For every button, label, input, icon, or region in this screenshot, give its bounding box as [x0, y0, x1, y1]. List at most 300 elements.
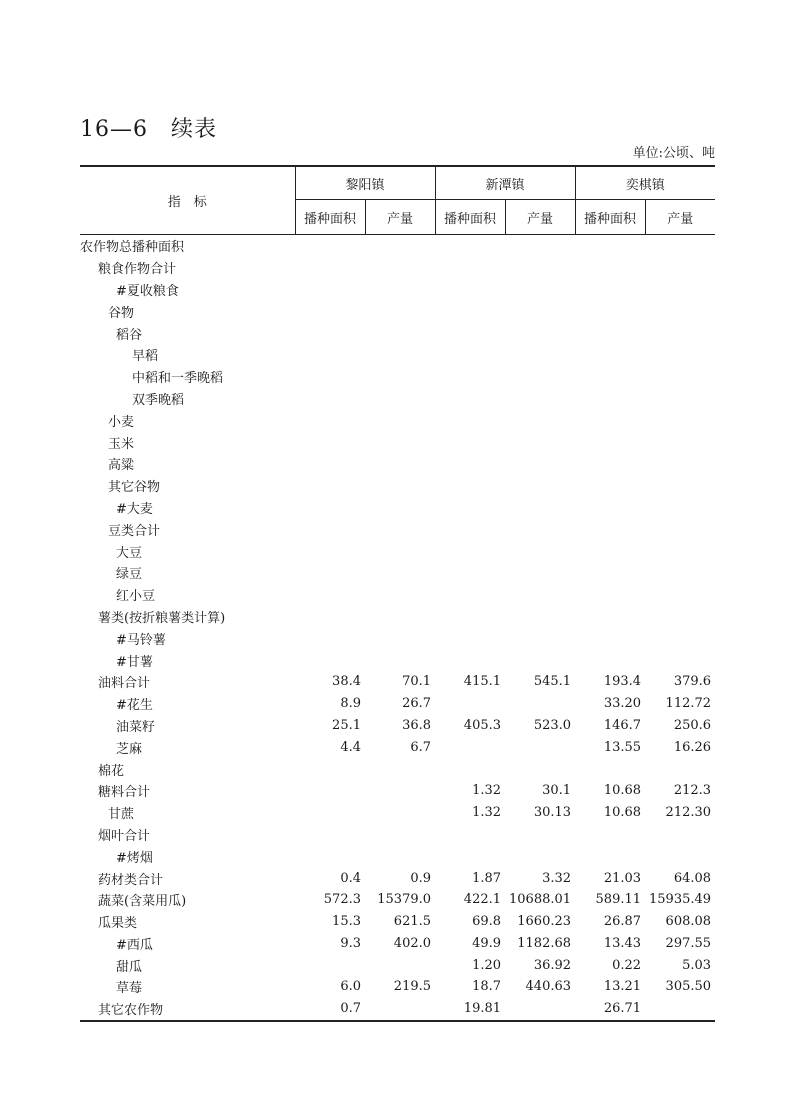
area-value-cell — [435, 758, 505, 780]
output-value-cell — [365, 649, 435, 671]
row-label: 药材类合计 — [98, 872, 164, 888]
output-value-cell: 112.72 — [665, 696, 712, 712]
table-row — [80, 976, 715, 998]
row-label-cell — [80, 366, 295, 388]
row-label-cell — [80, 954, 295, 976]
output-value-cell: 250.6 — [673, 717, 712, 733]
table-row — [80, 998, 715, 1021]
area-value-cell: 1.87 — [472, 870, 502, 886]
output-value-cell — [365, 344, 435, 366]
row-label: #西瓜 — [116, 937, 153, 953]
area-value-cell — [295, 300, 365, 322]
area-value-cell — [295, 235, 365, 257]
row-label: 大豆 — [116, 545, 143, 561]
output-value-cell: 15379.0 — [377, 892, 432, 908]
output-value-cell — [645, 824, 715, 846]
output-value-cell: 36.92 — [533, 957, 572, 973]
area-value-cell — [295, 584, 365, 606]
output-value-cell — [365, 606, 435, 628]
row-label: 双季晚稻 — [132, 392, 185, 408]
output-value-cell: 305.50 — [665, 979, 712, 995]
area-value-cell — [295, 475, 365, 497]
table-row — [80, 344, 715, 366]
output-value-cell — [645, 235, 715, 257]
table-row — [80, 562, 715, 584]
area-value-cell: 21.03 — [603, 870, 642, 886]
output-value-cell — [365, 388, 435, 410]
output-value-cell — [645, 518, 715, 540]
table-row — [80, 736, 715, 758]
row-label: 玉米 — [108, 436, 135, 452]
output-value-cell — [505, 562, 575, 584]
table-row — [80, 584, 715, 606]
output-value-cell — [645, 257, 715, 279]
area-value-cell: 26.71 — [575, 998, 645, 1021]
row-label: 稻谷 — [116, 327, 143, 343]
output-value-cell — [505, 758, 575, 780]
area-value-cell: 8.9 — [340, 696, 361, 712]
area-value-cell — [575, 279, 645, 301]
area-value-cell — [435, 562, 505, 584]
row-label-cell — [80, 911, 295, 933]
area-value-cell — [435, 279, 505, 301]
area-value-cell — [575, 475, 645, 497]
area-value-cell — [435, 497, 505, 519]
table-row — [80, 649, 715, 671]
table-row — [80, 366, 715, 388]
output-value-cell — [645, 627, 715, 649]
output-value-cell — [505, 606, 575, 628]
subheader-output: 产量 — [505, 200, 575, 235]
area-value-cell — [575, 649, 645, 671]
output-value-cell: 70.1 — [402, 674, 432, 690]
area-value-cell — [575, 344, 645, 366]
output-value-cell: 6.7 — [410, 739, 432, 755]
area-value-cell: 415.1 — [463, 674, 502, 690]
table-row — [80, 671, 715, 693]
output-value-cell: 3.32 — [542, 870, 572, 886]
output-value-cell — [645, 431, 715, 453]
output-value-cell: 30.1 — [542, 783, 572, 799]
row-label: 棉花 — [98, 763, 125, 779]
area-value-cell: 9.3 — [340, 935, 361, 951]
area-value-cell — [575, 366, 645, 388]
row-label: 豆类合计 — [108, 523, 161, 539]
area-value-cell — [435, 388, 505, 410]
output-value-cell — [505, 235, 575, 257]
row-label: 油菜籽 — [116, 719, 156, 735]
area-value-cell: 589.11 — [595, 892, 642, 908]
output-value-cell — [505, 388, 575, 410]
area-value-cell — [575, 606, 645, 628]
table-row — [80, 257, 715, 279]
table-row — [80, 431, 715, 453]
area-value-cell — [435, 300, 505, 322]
area-value-cell — [295, 388, 365, 410]
area-value-cell — [435, 540, 505, 562]
area-value-cell — [435, 409, 505, 431]
area-value-cell — [575, 758, 645, 780]
area-value-cell: 13.55 — [603, 739, 642, 755]
row-label-cell — [80, 758, 295, 780]
table-row — [80, 453, 715, 475]
table-row — [80, 409, 715, 431]
indicator-header: 指 标 — [167, 195, 207, 210]
row-label-cell — [80, 497, 295, 519]
table-row — [80, 824, 715, 846]
output-value-cell — [505, 344, 575, 366]
area-value-cell — [435, 235, 505, 257]
output-value-cell — [365, 279, 435, 301]
table-row — [80, 758, 715, 780]
row-label: #花生 — [116, 698, 153, 714]
town-header-xintan: 新潭镇 — [435, 166, 575, 200]
row-label: 草莓 — [116, 981, 143, 997]
area-value-cell — [435, 431, 505, 453]
output-value-cell: 212.30 — [665, 805, 712, 821]
output-value-cell — [365, 475, 435, 497]
area-value-cell: 49.9 — [472, 935, 502, 951]
area-value-cell — [575, 540, 645, 562]
table-row — [80, 715, 715, 737]
area-value-cell: 422.1 — [463, 892, 502, 908]
output-value-cell — [505, 279, 575, 301]
output-value-cell — [645, 453, 715, 475]
row-label-cell — [80, 322, 295, 344]
area-value-cell — [295, 431, 365, 453]
area-value-cell — [575, 584, 645, 606]
output-value-cell — [645, 279, 715, 301]
output-value-cell — [505, 824, 575, 846]
row-label-cell — [80, 300, 295, 322]
area-value-cell — [295, 257, 365, 279]
output-value-cell — [645, 388, 715, 410]
area-value-cell — [575, 562, 645, 584]
area-value-cell: 1.20 — [472, 957, 502, 973]
table-row — [80, 300, 715, 322]
subheader-output: 产量 — [645, 200, 715, 235]
row-label: 小麦 — [108, 414, 135, 430]
row-label-cell — [80, 279, 295, 301]
output-value-cell: 402.0 — [393, 935, 432, 951]
output-value-cell: 36.8 — [402, 717, 432, 733]
output-value-cell — [645, 998, 715, 1021]
output-value-cell — [505, 453, 575, 475]
area-value-cell — [295, 845, 365, 867]
row-label-cell — [80, 584, 295, 606]
table-row — [80, 845, 715, 867]
row-label-cell — [80, 889, 295, 911]
area-value-cell — [435, 322, 505, 344]
output-value-cell — [505, 693, 575, 715]
output-value-cell — [505, 497, 575, 519]
output-value-cell — [645, 845, 715, 867]
area-value-cell — [435, 475, 505, 497]
output-value-cell — [365, 562, 435, 584]
area-value-cell — [575, 388, 645, 410]
area-value-cell: 1.32 — [472, 805, 502, 821]
row-label-cell — [80, 693, 295, 715]
output-value-cell: 379.6 — [673, 674, 712, 690]
row-label-cell — [80, 780, 295, 802]
output-value-cell — [505, 649, 575, 671]
table-body — [80, 235, 715, 1021]
table-row — [80, 235, 715, 257]
output-value-cell — [645, 584, 715, 606]
area-value-cell — [575, 627, 645, 649]
row-label: #夏收粮食 — [116, 283, 179, 299]
statistics-table — [80, 165, 715, 1022]
table-row — [80, 388, 715, 410]
output-value-cell — [505, 475, 575, 497]
output-value-cell — [365, 780, 435, 802]
output-value-cell: 608.08 — [665, 914, 712, 930]
row-label: 瓜果类 — [98, 916, 138, 932]
output-value-cell: 523.0 — [533, 717, 572, 733]
output-value-cell — [365, 300, 435, 322]
output-value-cell: 0.9 — [410, 870, 432, 886]
row-label-cell — [80, 475, 295, 497]
output-value-cell: 5.03 — [682, 957, 712, 973]
area-value-cell — [295, 606, 365, 628]
area-value-cell — [575, 453, 645, 475]
area-value-cell: 15.3 — [332, 914, 361, 930]
table-row — [80, 954, 715, 976]
output-value-cell — [645, 300, 715, 322]
area-value-cell — [435, 366, 505, 388]
town-header-yiqi: 奕棋镇 — [575, 166, 715, 200]
area-value-cell — [295, 562, 365, 584]
row-label-cell — [80, 867, 295, 889]
output-value-cell — [365, 540, 435, 562]
area-value-cell — [435, 649, 505, 671]
output-value-cell — [365, 518, 435, 540]
output-value-cell: 440.63 — [525, 979, 572, 995]
row-label-cell — [80, 257, 295, 279]
area-value-cell: 405.3 — [463, 717, 502, 733]
area-value-cell — [435, 518, 505, 540]
table-row — [80, 933, 715, 955]
area-value-cell: 69.8 — [472, 914, 502, 930]
output-value-cell — [505, 366, 575, 388]
subheader-area: 播种面积 — [435, 200, 505, 235]
area-value-cell — [435, 606, 505, 628]
area-value-cell — [435, 693, 505, 715]
output-value-cell: 1182.68 — [517, 935, 572, 951]
unit-label: 单位:公顷、吨 — [632, 146, 715, 161]
output-value-cell: 16.26 — [673, 739, 712, 755]
row-label-cell — [80, 998, 295, 1021]
table-row — [80, 606, 715, 628]
area-value-cell — [435, 627, 505, 649]
area-value-cell — [575, 497, 645, 519]
area-value-cell — [575, 322, 645, 344]
area-value-cell: 0.7 — [295, 998, 365, 1021]
row-label: 糖料合计 — [98, 785, 151, 801]
area-value-cell: 19.81 — [435, 998, 505, 1021]
row-label: 绿豆 — [116, 567, 143, 583]
output-value-cell: 545.1 — [533, 674, 572, 690]
area-value-cell — [435, 824, 505, 846]
output-value-cell — [365, 584, 435, 606]
area-value-cell — [295, 453, 365, 475]
row-label-cell — [80, 824, 295, 846]
row-label: #烤烟 — [116, 850, 153, 866]
subheader-area: 播种面积 — [295, 200, 365, 235]
area-value-cell — [435, 453, 505, 475]
row-label-cell — [80, 671, 295, 693]
output-value-cell — [365, 954, 435, 976]
row-label: 红小豆 — [116, 589, 156, 605]
output-value-cell — [365, 758, 435, 780]
output-value-cell: 621.5 — [393, 914, 432, 930]
table-row — [80, 475, 715, 497]
output-value-cell — [645, 606, 715, 628]
area-value-cell: 18.7 — [472, 979, 502, 995]
output-value-cell — [505, 736, 575, 758]
output-value-cell — [505, 257, 575, 279]
output-value-cell — [365, 257, 435, 279]
row-label-cell — [80, 606, 295, 628]
row-label: 其它谷物 — [108, 480, 161, 496]
subheader-area: 播种面积 — [575, 200, 645, 235]
town-header-liyang: 黎阳镇 — [295, 166, 435, 200]
output-value-cell: 26.7 — [402, 696, 432, 712]
table-row — [80, 780, 715, 802]
table-row — [80, 540, 715, 562]
area-value-cell — [575, 824, 645, 846]
area-value-cell — [435, 736, 505, 758]
area-value-cell — [295, 279, 365, 301]
row-label: 芝麻 — [116, 741, 143, 757]
area-value-cell — [575, 431, 645, 453]
area-value-cell — [575, 300, 645, 322]
row-label: #甘薯 — [116, 654, 153, 670]
output-value-cell — [645, 497, 715, 519]
output-value-cell — [505, 998, 575, 1021]
row-label: #大麦 — [116, 501, 153, 517]
area-value-cell — [295, 824, 365, 846]
row-label-cell — [80, 388, 295, 410]
table-row — [80, 497, 715, 519]
row-label: 谷物 — [108, 305, 135, 321]
row-label-cell — [80, 845, 295, 867]
output-value-cell — [365, 998, 435, 1021]
table-row — [80, 518, 715, 540]
area-value-cell — [575, 257, 645, 279]
table-row — [80, 911, 715, 933]
table-row — [80, 867, 715, 889]
area-value-cell — [295, 409, 365, 431]
row-label-cell — [80, 933, 295, 955]
output-value-cell — [645, 562, 715, 584]
area-value-cell: 572.3 — [323, 892, 361, 908]
area-value-cell: 10.68 — [603, 783, 642, 799]
area-value-cell: 13.43 — [603, 935, 642, 951]
area-value-cell — [575, 518, 645, 540]
area-value-cell — [295, 322, 365, 344]
output-value-cell: 10688.01 — [509, 892, 572, 908]
area-value-cell — [435, 845, 505, 867]
area-value-cell: 26.87 — [603, 914, 642, 930]
area-value-cell — [575, 845, 645, 867]
output-value-cell — [365, 366, 435, 388]
page-title: 16—6 续表 — [80, 117, 217, 142]
row-label-cell — [80, 649, 295, 671]
area-value-cell — [295, 540, 365, 562]
table-row — [80, 322, 715, 344]
row-label: 烟叶合计 — [98, 828, 151, 844]
row-label-cell — [80, 540, 295, 562]
output-value-cell — [365, 453, 435, 475]
output-value-cell — [505, 540, 575, 562]
row-label-cell — [80, 976, 295, 998]
output-value-cell — [505, 584, 575, 606]
row-label-cell — [80, 235, 295, 257]
output-value-cell — [365, 824, 435, 846]
output-value-cell — [645, 758, 715, 780]
table-row — [80, 693, 715, 715]
area-value-cell: 4.4 — [340, 739, 361, 755]
row-label: 甜瓜 — [116, 959, 143, 975]
area-value-cell: 33.20 — [603, 696, 642, 712]
area-value-cell: 6.0 — [340, 979, 361, 995]
output-value-cell — [645, 475, 715, 497]
row-label: 高粱 — [108, 458, 135, 474]
area-value-cell — [295, 518, 365, 540]
row-label-cell — [80, 562, 295, 584]
output-value-cell — [645, 649, 715, 671]
area-value-cell: 0.22 — [612, 957, 642, 973]
area-value-cell — [295, 366, 365, 388]
area-value-cell — [295, 344, 365, 366]
output-value-cell — [645, 366, 715, 388]
output-value-cell — [505, 845, 575, 867]
row-label-cell — [80, 715, 295, 737]
output-value-cell — [505, 518, 575, 540]
output-value-cell — [365, 322, 435, 344]
area-value-cell: 10.68 — [603, 805, 642, 821]
table-row — [80, 889, 715, 911]
row-label: 其它农作物 — [98, 1003, 164, 1019]
output-value-cell — [505, 627, 575, 649]
table-row — [80, 279, 715, 301]
output-value-cell — [365, 845, 435, 867]
row-label: 早稻 — [132, 349, 159, 365]
area-value-cell — [435, 257, 505, 279]
output-value-cell — [505, 300, 575, 322]
output-value-cell — [645, 322, 715, 344]
row-label-cell — [80, 518, 295, 540]
subheader-output: 产量 — [365, 200, 435, 235]
row-label: #马铃薯 — [116, 632, 166, 648]
output-value-cell: 30.13 — [533, 805, 572, 821]
row-label-cell — [80, 344, 295, 366]
area-value-cell — [575, 235, 645, 257]
row-label: 粮食作物合计 — [98, 262, 177, 278]
row-label: 农作物总播种面积 — [80, 240, 185, 256]
output-value-cell: 212.3 — [673, 783, 712, 799]
area-value-cell: 146.7 — [603, 717, 642, 733]
row-label: 中稻和一季晚稻 — [132, 371, 224, 387]
area-value-cell — [435, 344, 505, 366]
area-value-cell — [295, 780, 365, 802]
output-value-cell: 219.5 — [393, 979, 432, 995]
output-value-cell — [365, 235, 435, 257]
output-value-cell: 64.08 — [673, 870, 712, 886]
area-value-cell — [295, 802, 365, 824]
area-value-cell — [295, 649, 365, 671]
